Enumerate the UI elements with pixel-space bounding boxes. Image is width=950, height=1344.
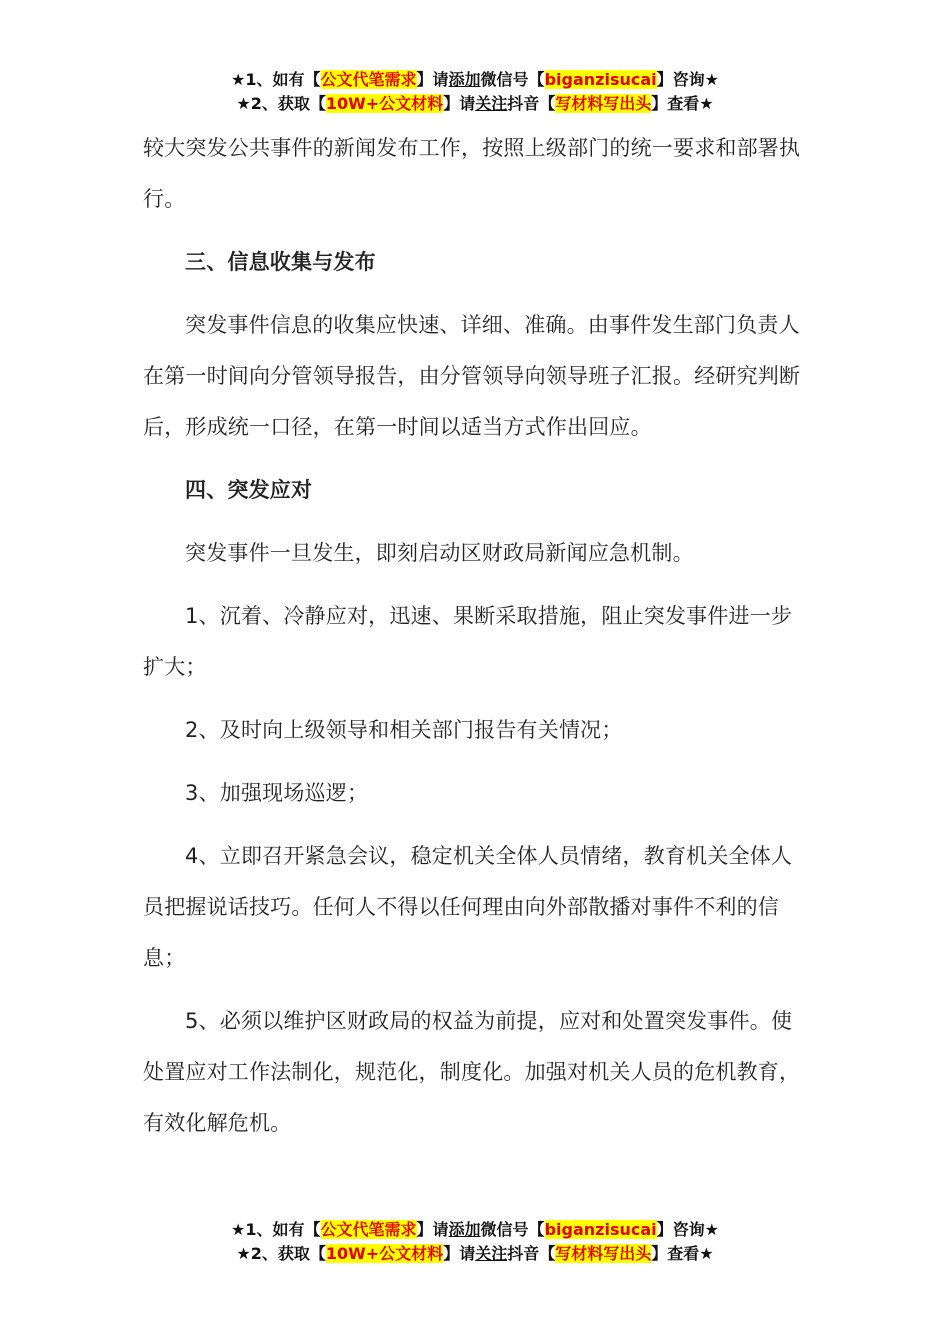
highlight-wechat-id: biganzisucai — [544, 1220, 657, 1239]
document-body — [143, 123, 807, 1161]
banner-line-1: ★1、如有【公文代笔需求】请添加微信号【biganzisucai】咨询★ — [231, 1220, 719, 1239]
list-item-1: 1、沉着、冷静应对，迅速、果断采取措施，阻止突发事件进一步扩大； — [143, 604, 793, 679]
banner-line-2: ★2、获取【10W+公文材料】请关注抖音【写材料写出头】查看★ — [236, 94, 714, 113]
list-item-2: 2、及时向上级领导和相关部门报告有关情况； — [185, 718, 623, 742]
highlight-douyin: 写材料写出头 — [555, 94, 652, 113]
header-banner — [0, 68, 950, 116]
section-heading-4: 四、突发应对 — [185, 478, 313, 502]
highlight-wechat-id: biganzisucai — [544, 70, 657, 89]
list-item-4: 4、立即召开紧急会议，稳定机关全体人员情绪，教育机关全体人员把握说话技巧。任何人不得以任何理由向外部散播对事件不利的信息； — [143, 844, 793, 970]
highlight-service: 公文代笔需求 — [320, 1220, 417, 1239]
list-item-3: 3、加强现场巡逻； — [185, 781, 369, 805]
highlight-douyin: 写材料写出头 — [555, 1244, 652, 1263]
paragraph-continuation: 较大突发公共事件的新闻发布工作，按照上级部门的统一要求和部署执行。 — [143, 136, 801, 211]
highlight-service: 公文代笔需求 — [320, 70, 417, 89]
section-heading-3: 三、信息收集与发布 — [185, 250, 376, 274]
banner-line-2: ★2、获取【10W+公文材料】请关注抖音【写材料写出头】查看★ — [236, 1244, 714, 1263]
highlight-materials: 10W+公文材料 — [325, 94, 444, 113]
paragraph-emergency-start: 突发事件一旦发生，即刻启动区财政局新闻应急机制。 — [185, 541, 694, 565]
list-item-5: 5、必须以维护区财政局的权益为前提，应对和处置突发事件。使处置应对工作法制化，规范化，制度化。加强对机关人员的危机教育，有效化解危机。 — [143, 1009, 801, 1135]
footer-banner — [0, 1218, 950, 1266]
banner-line-1: ★1、如有【公文代笔需求】请添加微信号【biganzisucai】咨询★ — [231, 70, 719, 89]
highlight-materials: 10W+公文材料 — [325, 1244, 444, 1263]
paragraph-info-collection: 突发事件信息的收集应快速、详细、准确。由事件发生部门负责人在第一时间向分管领导报告，由分管领导向领导班子汇报。经研究判断后，形成统一口径，在第一时间以适当方式作出回应。 — [143, 313, 801, 439]
